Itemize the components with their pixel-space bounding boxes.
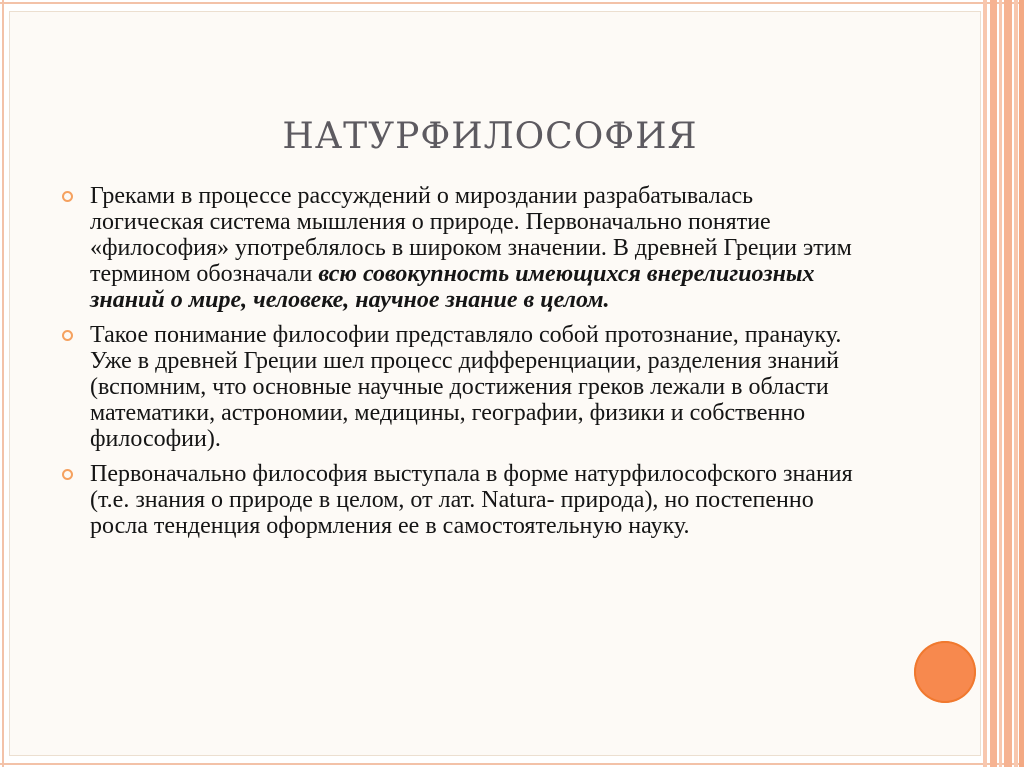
paragraph-1 xyxy=(62,183,862,313)
paragraph-2 xyxy=(62,322,862,452)
paragraph-1-text: Греками в процессе рассуждений о мироздании разрабатывалась логическая система мышления о природе. Первоначально понятие «философия» употреблялось в широком значении. В древней Греции этим термином обозначали xyxy=(90,183,852,287)
slide-title: НАТУРФИЛОСОФИЯ xyxy=(282,116,698,157)
decorative-circle xyxy=(914,641,976,703)
bullet-ring-icon xyxy=(62,330,73,341)
paragraph-1-emphasis: всю совокупность имеющихся внерелигиозных знаний о мире, человеке, научное знание в целом. xyxy=(90,261,815,313)
paragraph-2-text: Такое понимание философии представляло собой протознание, пранауку. Уже в древней Греции шел процесс дифференциации, разделения знаний (вспомним, что основные научные достижения греков лежали в области математики, астрономии, медицины, географии, физики и собственно философии). xyxy=(90,322,842,452)
bullet-ring-icon xyxy=(62,469,73,480)
frame-top-line xyxy=(0,2,1024,4)
frame-bottom-line xyxy=(0,763,1024,765)
frame-left-line xyxy=(2,0,4,767)
stripe-3 xyxy=(999,0,1002,767)
slide-body xyxy=(62,183,862,548)
stripe-6 xyxy=(1019,0,1024,767)
stripe-1 xyxy=(983,0,987,767)
paragraph-3 xyxy=(62,461,862,539)
paragraph-3-text: Первоначально философия выступала в форме натурфилософского знания (т.е. знания о природе в целом, от лат. Natura- природа), но постепенно росла тенденция оформления ее в самостоятельную науку. xyxy=(90,461,853,539)
stripe-4 xyxy=(1004,0,1012,767)
stripe-2 xyxy=(990,0,997,767)
bullet-ring-icon xyxy=(62,191,73,202)
stripe-5 xyxy=(1014,0,1018,767)
